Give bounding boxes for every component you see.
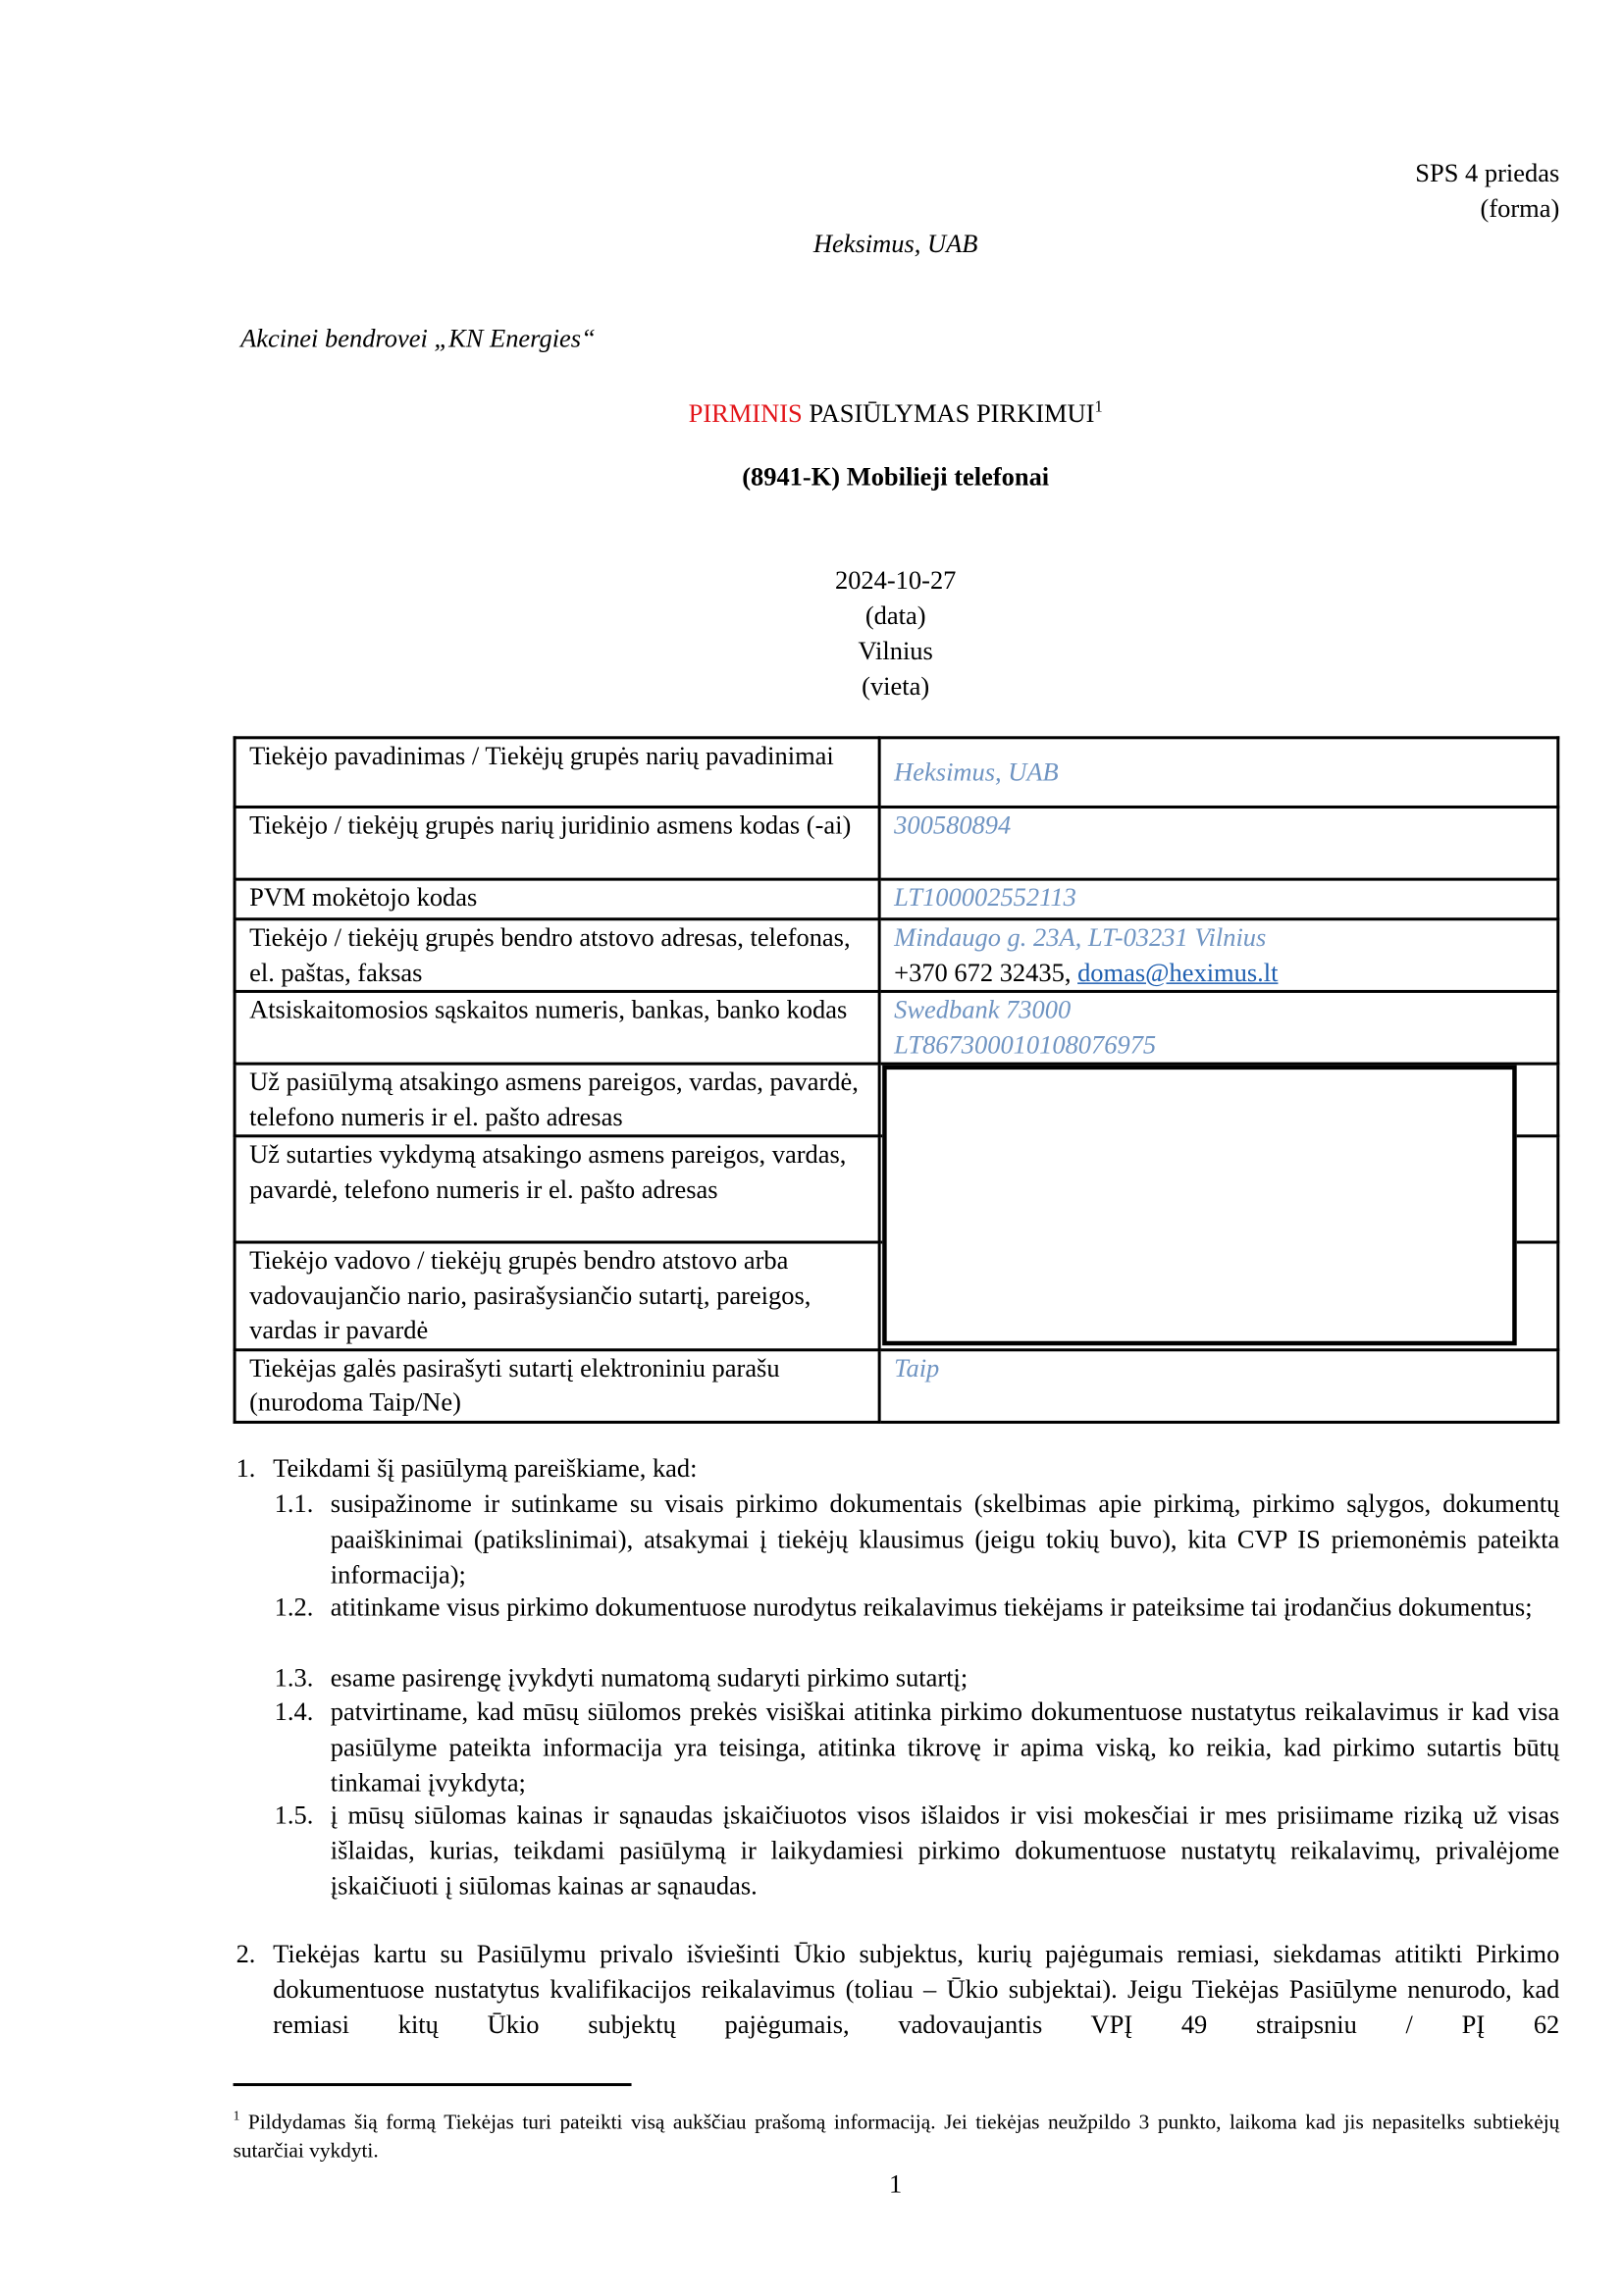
date: 2024-10-27 <box>834 564 957 595</box>
title-highlight: PIRMINIS <box>688 397 803 428</box>
list-number: 2. <box>236 1938 256 1968</box>
table-row <box>235 879 1558 919</box>
supplier-name-header: Heksimus, UAB <box>812 229 978 259</box>
table-row <box>235 1349 1558 1422</box>
row-label: Už pasiūlymą atsakingo asmens pareigos, vardas, pavardė, telefono numeris ir el. pašto adresas <box>235 1064 879 1136</box>
row-label: Už sutarties vykdymą atsakingo asmens pareigos, vardas, pavardė, telefono numeris ir el. pašto adresas <box>235 1136 879 1242</box>
date-label: (data) <box>864 600 926 631</box>
row-label: Tiekėjo / tiekėjų grupės narių juridinio asmens kodas (-ai) <box>235 807 879 879</box>
bank: Swedbank 73000 <box>894 994 1072 1024</box>
table-row <box>235 919 1558 992</box>
row-label: Tiekėjo vadovo / tiekėjų grupės bendro atstovo arba vadovaujančio nario, pasirašysiančio sutartį, pareigos, vardas ir pavardė <box>235 1242 879 1349</box>
place-label: (vieta) <box>862 671 930 702</box>
list-item: esame pasirengę įvykdyti numatomą sudaryti pirkimo sutartį; <box>330 1662 969 1693</box>
row-label: Tiekėjo / tiekėjų grupės bendro atstovo adresas, telefonas, el. paštas, faksas <box>235 919 879 992</box>
table-row <box>235 738 1558 808</box>
row-label: Tiekėjas galės pasirašyti sutartį elektroniniu parašu (nurodoma Taip/Ne) <box>235 1349 879 1422</box>
address: Mindaugo g. 23A, LT-03231 Vilnius <box>894 921 1267 952</box>
page-number: 1 <box>889 2168 903 2199</box>
list-item: Tiekėjas kartu su Pasiūlymu privalo išviešinti Ūkio subjektus, kurių pajėgumais remiasi, siekdamas atitikti Pirkimo dokumentuose nustatytus kvalifikacijos reikalavimus (toliau – Ūkio subjektai). Jeigu Tiekėjas Pasiūlyme nenurodo, kad remiasi kitų Ūkio subjektų pajėgumais, vadovaujantis VPĮ 49 straipsniu / PĮ 62 <box>273 1938 1560 2039</box>
annex-label <box>1415 155 1559 226</box>
footnote-number: 1 <box>233 2108 240 2123</box>
title-footnote-ref: 1 <box>1094 397 1103 417</box>
list-number: 1.3. <box>274 1662 314 1693</box>
row-label: Atsiskaitomosios sąskaitos numeris, bankas, banko kodas <box>235 991 879 1064</box>
row-value: Taip <box>879 1349 1558 1422</box>
list-number: 1. <box>236 1453 256 1484</box>
redacted-box <box>882 1066 1517 1346</box>
row-value <box>879 919 1558 992</box>
account-number: LT867300010108076975 <box>894 1028 1157 1059</box>
list-item: patvirtiname, kad mūsų siūlomos prekės visiškai atitinka pirkimo dokumentuose nustatytus reikalavimus ir kad visa pasiūlyme pateikta informacija yra teisinga, atitinka tikrovę ir apima viską, ko reikia, kad pirkimo sutartis būtų tinkamai įvykdyta; <box>330 1696 1560 1798</box>
list-item: susipažinome ir sutinkame su visais pirkimo dokumentais (skelbimas apie pirkimą, pirkimo sąlygos, dokumentų paaiškinimai (patikslinimai), atsakymai į tiekėjų klausimus (jeigu tokių buvo), kita CVP IS priemonėmis pateikta informacija); <box>330 1488 1560 1590</box>
email-link[interactable]: domas@heximus.lt <box>1077 957 1279 987</box>
footnote-separator <box>234 2083 632 2086</box>
row-value: 300580894 <box>879 807 1558 879</box>
list-number: 1.5. <box>274 1800 314 1830</box>
table-row <box>235 807 1558 879</box>
list-item: į mūsų siūlomas kainas ir sąnaudas įskaičiuotos visos išlaidos ir visi mokesčiai ir mes prisiimame riziką už visas išlaidas, kurias, teikdami pasiūlymą ir laikydamiesi pirkimo dokumentuose nustatytų reikalavimų, privalėjome įskaičiuoti į siūlomas kainas ar sąnaudas. <box>330 1800 1560 1901</box>
addressee: Akcinei bendrovei „KN Energies“ <box>240 323 596 353</box>
footnote-text: Pildydamas šią formą Tiekėjas turi pateikti visą aukščiau prašomą informaciją. Jei tiekėjas neužpildo 3 punkto, laikoma kad jis nepasitelks subtiekėjų sutarčiai vykdyti. <box>233 2111 1560 2163</box>
phone: +370 672 32435, <box>894 957 1078 987</box>
date-place-block <box>674 562 1117 704</box>
list-number: 1.1. <box>274 1488 314 1519</box>
annex-form: (forma) <box>1480 192 1560 224</box>
table-row <box>235 991 1558 1064</box>
list-item: atitinkame visus pirkimo dokumentuose nurodytus reikalavimus tiekėjams ir pateiksime tai įrodančius dokumentus; <box>330 1592 1533 1622</box>
list-number: 1.2. <box>274 1592 314 1622</box>
annex-number: SPS 4 priedas <box>1415 157 1560 187</box>
list-number: 1.4. <box>274 1696 314 1727</box>
row-value <box>879 991 1558 1064</box>
document-subtitle: (8941-K) Mobilieji telefonai <box>742 461 1050 492</box>
row-value: Heksimus, UAB <box>879 738 1558 808</box>
list-item: Teikdami šį pasiūlymą pareiškiame, kad: <box>273 1453 698 1484</box>
footnote <box>234 2103 1560 2166</box>
row-label: PVM mokėtojo kodas <box>235 879 879 919</box>
row-label: Tiekėjo pavadinimas / Tiekėjų grupės narių pavadinimai <box>235 738 879 808</box>
place: Vilnius <box>858 636 933 666</box>
row-value: LT100002552113 <box>879 879 1558 919</box>
document-title <box>232 390 1559 431</box>
title-text: PASIŪLYMAS PIRKIMUI <box>802 397 1095 428</box>
